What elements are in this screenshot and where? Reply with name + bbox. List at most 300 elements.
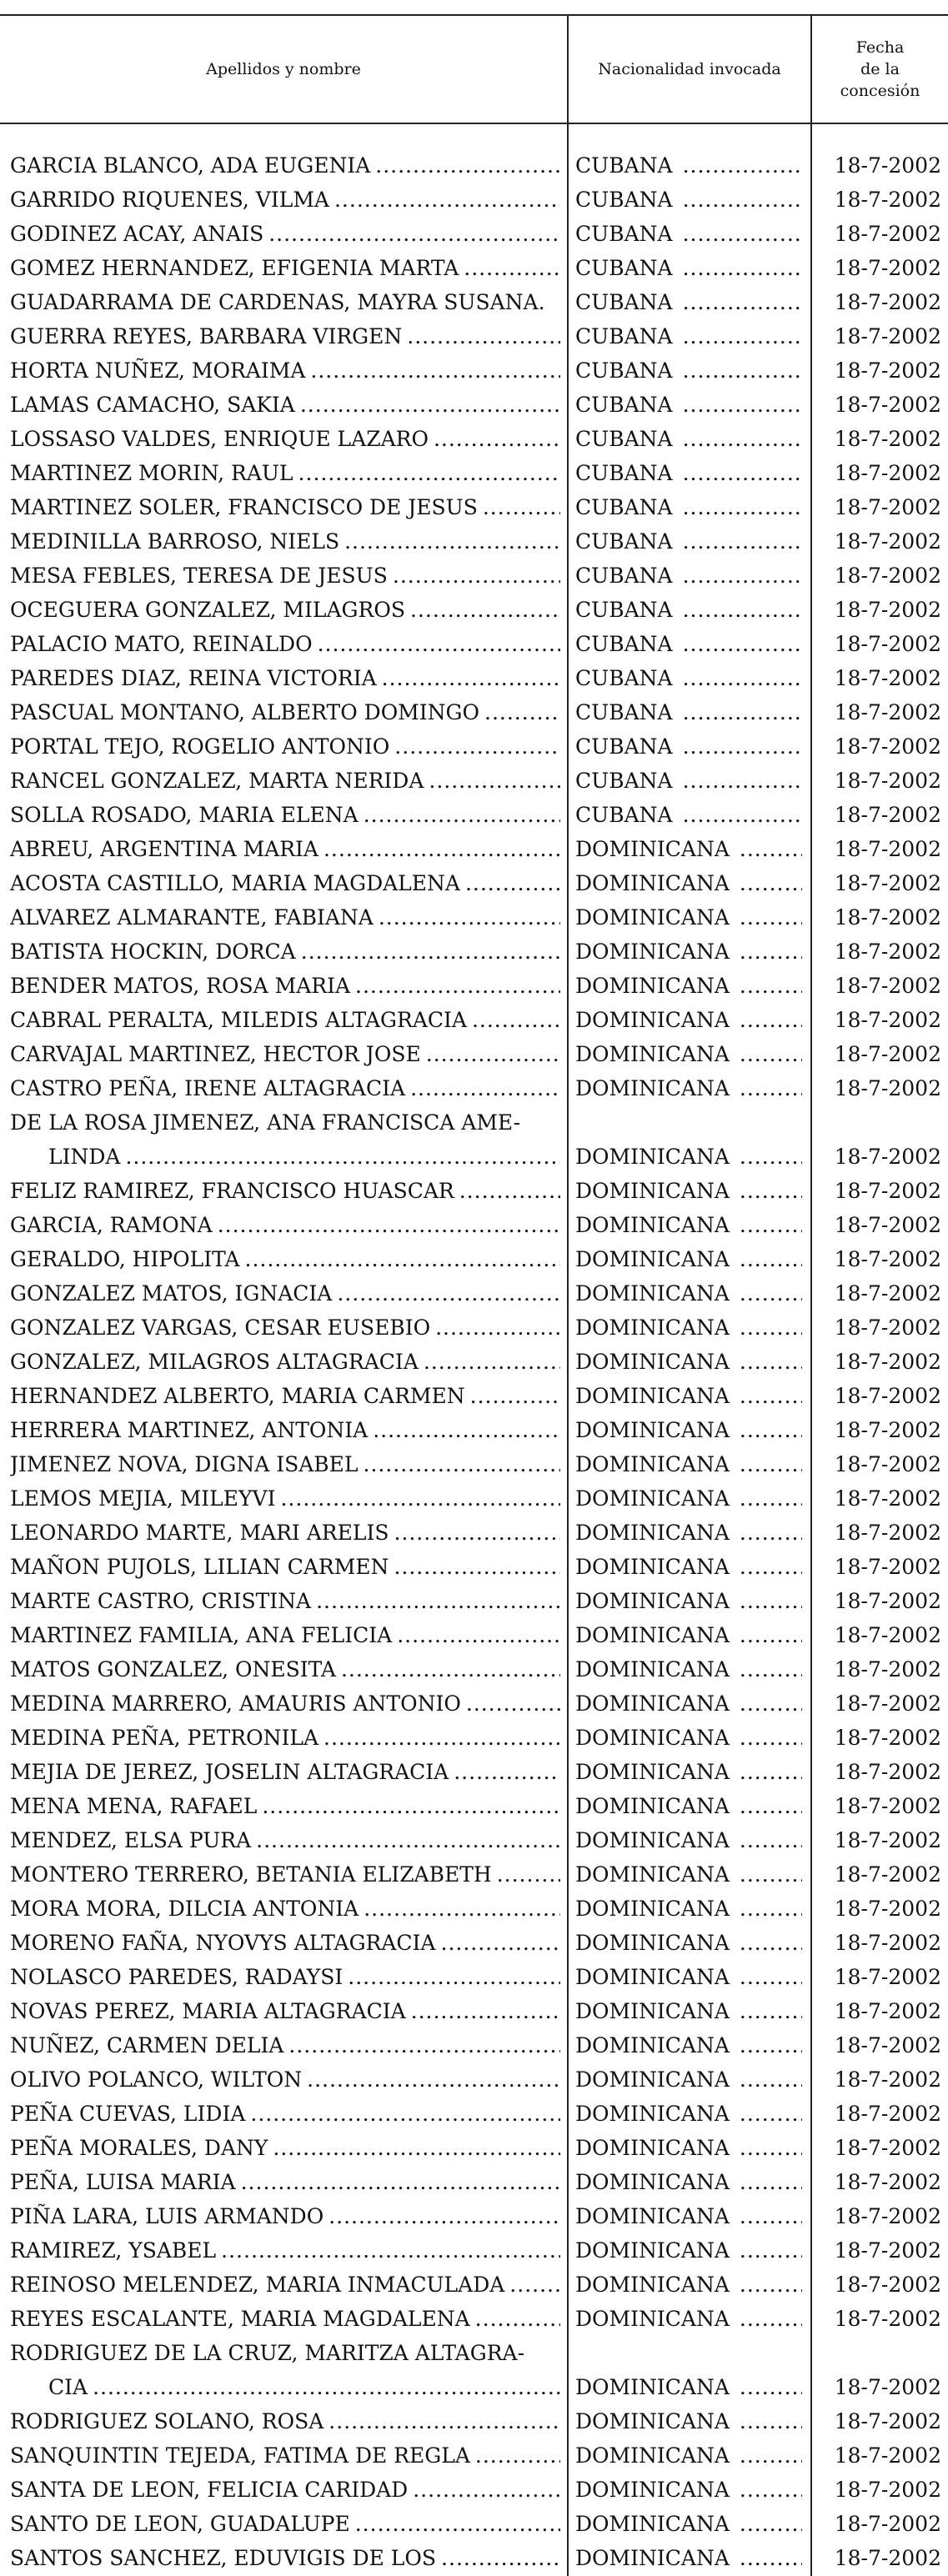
name-text: LOSSASO VALDES, ENRIQUE LAZARO bbox=[10, 427, 429, 451]
nationality-cell bbox=[575, 2370, 802, 2404]
name-cell bbox=[10, 319, 560, 353]
nationality-cell bbox=[575, 1584, 802, 1618]
leader-dots bbox=[379, 900, 560, 935]
table-row bbox=[0, 1892, 948, 1926]
table-row bbox=[0, 2028, 948, 2062]
name-cell: RODRIGUEZ DE LA CRUZ, MARITZA ALTAGRA- bbox=[10, 2341, 525, 2365]
nationality-text: DOMINICANA bbox=[575, 1760, 730, 1784]
nationality-text: CUBANA bbox=[575, 256, 673, 280]
name-text: MEDINILLA BARROSO, NIELS bbox=[10, 529, 340, 554]
date-cell: 18-7-2002 bbox=[834, 2478, 941, 2502]
nationality-cell bbox=[575, 1721, 802, 1755]
leader-dots bbox=[683, 285, 802, 319]
table-row bbox=[0, 217, 948, 251]
name-cell bbox=[10, 1003, 560, 1037]
table-row bbox=[0, 285, 948, 319]
date-cell: 18-7-2002 bbox=[834, 2443, 941, 2468]
leader-dots bbox=[683, 183, 802, 217]
leader-dots bbox=[310, 353, 560, 388]
name-cell bbox=[10, 1037, 560, 1071]
name-text: RANCEL GONZALEZ, MARTA NERIDA bbox=[10, 769, 424, 793]
name-cell bbox=[10, 1311, 560, 1345]
leader-dots bbox=[459, 1174, 560, 1208]
leader-dots bbox=[334, 183, 560, 217]
nationality-text: DOMINICANA bbox=[575, 1726, 730, 1750]
nationality-text: DOMINICANA bbox=[575, 1794, 730, 1818]
nationality-text: DOMINICANA bbox=[575, 837, 730, 861]
nationality-text: DOMINICANA bbox=[575, 871, 730, 895]
date-cell: 18-7-2002 bbox=[834, 1828, 941, 1852]
leader-dots bbox=[683, 490, 802, 524]
nationality-cell bbox=[575, 1037, 802, 1071]
name-cell bbox=[10, 1686, 560, 1721]
name-text: MENA MENA, RAFAEL bbox=[10, 1794, 258, 1818]
nationality-cell bbox=[575, 353, 802, 388]
table-row bbox=[0, 1071, 948, 1105]
leader-dots bbox=[740, 1413, 802, 1447]
name-cell bbox=[10, 490, 560, 524]
name-text: SANTOS SANCHEZ, EDUVIGIS DE LOS bbox=[10, 2546, 437, 2570]
name-text: MESA FEBLES, TERESA DE JESUS bbox=[10, 564, 388, 588]
name-cell bbox=[10, 1242, 560, 1276]
nationality-text: DOMINICANA bbox=[575, 1657, 730, 1681]
table-row bbox=[0, 524, 948, 559]
table-row bbox=[0, 900, 948, 935]
name-text: NOLASCO PAREDES, RADAYSI bbox=[10, 1965, 344, 1989]
table-row bbox=[0, 832, 948, 866]
name-cell bbox=[10, 524, 560, 559]
date-cell: 18-7-2002 bbox=[834, 1213, 941, 1237]
name-cell bbox=[10, 2404, 560, 2438]
name-cell bbox=[10, 2507, 560, 2541]
name-text: MARTINEZ MORIN, RAUL bbox=[10, 461, 293, 485]
date-cell: 18-7-2002 bbox=[834, 1145, 941, 1169]
nationality-cell bbox=[575, 661, 802, 695]
leader-dots bbox=[740, 1618, 802, 1652]
leader-dots bbox=[683, 764, 802, 798]
table-row bbox=[0, 1003, 948, 1037]
date-cell: 18-7-2002 bbox=[834, 1316, 941, 1340]
nationality-text: CUBANA bbox=[575, 290, 673, 314]
nationality-cell bbox=[575, 1994, 802, 2028]
table-row bbox=[0, 1652, 948, 1686]
date-cell: 18-7-2002 bbox=[834, 1760, 941, 1784]
leader-dots bbox=[364, 1892, 560, 1926]
nationality-text: DOMINICANA bbox=[575, 1965, 730, 1989]
leader-dots bbox=[241, 2165, 560, 2199]
table-row bbox=[0, 456, 948, 490]
leader-dots bbox=[683, 798, 802, 832]
nationality-cell bbox=[575, 1857, 802, 1892]
name-text: GODINEZ ACAY, ANAIS bbox=[10, 222, 264, 246]
leader-dots bbox=[683, 319, 802, 353]
nationality-cell bbox=[575, 729, 802, 764]
name-cell bbox=[10, 2302, 560, 2336]
nationality-cell bbox=[575, 2062, 802, 2097]
name-cell bbox=[10, 1550, 560, 1584]
date-cell: 18-7-2002 bbox=[834, 734, 941, 759]
leader-dots bbox=[268, 217, 560, 251]
name-cell bbox=[10, 388, 560, 422]
leader-dots bbox=[475, 2438, 560, 2473]
table-row bbox=[0, 2199, 948, 2233]
nationality-text: DOMINICANA bbox=[575, 1076, 730, 1100]
nationality-cell bbox=[575, 2404, 802, 2438]
leader-dots bbox=[397, 1618, 560, 1652]
name-cell bbox=[10, 285, 560, 319]
leader-dots bbox=[394, 1550, 560, 1584]
date-cell: 18-7-2002 bbox=[834, 2238, 941, 2263]
nationality-text: DOMINICANA bbox=[575, 2102, 730, 2126]
nationality-cell bbox=[575, 1652, 802, 1686]
name-cell bbox=[10, 729, 560, 764]
nationality-cell bbox=[575, 490, 802, 524]
date-cell: 18-7-2002 bbox=[834, 1281, 941, 1306]
leader-dots bbox=[363, 1447, 560, 1481]
leader-dots bbox=[413, 2473, 560, 2507]
table-row bbox=[0, 2336, 948, 2404]
name-text: LEMOS MEJIA, MILEYVI bbox=[10, 1486, 276, 1511]
leader-dots bbox=[382, 661, 560, 695]
nationality-text: CUBANA bbox=[575, 358, 673, 383]
leader-dots bbox=[740, 1721, 802, 1755]
name-text: CABRAL PERALTA, MILEDIS ALTAGRACIA bbox=[10, 1008, 467, 1032]
nationality-text: DOMINICANA bbox=[575, 2238, 730, 2263]
leader-dots bbox=[288, 2028, 560, 2062]
leader-dots bbox=[740, 2097, 802, 2131]
leader-dots bbox=[740, 2541, 802, 2575]
name-cell bbox=[10, 1413, 560, 1447]
leader-dots bbox=[740, 1447, 802, 1481]
table-row bbox=[0, 1618, 948, 1652]
date-cell: 18-7-2002 bbox=[834, 1350, 941, 1374]
leader-dots bbox=[373, 1413, 560, 1447]
nationality-cell bbox=[575, 319, 802, 353]
name-text: MORA MORA, DILCIA ANTONIA bbox=[10, 1897, 359, 1921]
date-cell: 18-7-2002 bbox=[834, 1965, 941, 1989]
date-cell: 18-7-2002 bbox=[834, 2375, 941, 2399]
name-text: PORTAL TEJO, ROGELIO ANTONIO bbox=[10, 734, 390, 759]
leader-dots bbox=[740, 832, 802, 866]
leader-dots bbox=[740, 1208, 802, 1242]
date-cell: 18-7-2002 bbox=[834, 1897, 941, 1921]
leader-dots bbox=[375, 148, 560, 183]
leader-dots bbox=[329, 2404, 560, 2438]
name-text: MARTE CASTRO, CRISTINA bbox=[10, 1589, 312, 1613]
nationality-text: CUBANA bbox=[575, 495, 673, 519]
date-cell: 18-7-2002 bbox=[834, 905, 941, 930]
leader-dots bbox=[341, 1652, 560, 1686]
nationality-cell bbox=[575, 456, 802, 490]
date-cell: 18-7-2002 bbox=[834, 974, 941, 998]
table-row bbox=[0, 1105, 948, 1174]
name-text: OLIVO POLANCO, WILTON bbox=[10, 2067, 303, 2092]
name-text: GONZALEZ MATOS, IGNACIA bbox=[10, 1281, 333, 1306]
leader-dots bbox=[683, 661, 802, 695]
leader-dots bbox=[740, 1994, 802, 2028]
header-date bbox=[812, 15, 948, 123]
name-cell bbox=[10, 1379, 560, 1413]
date-cell: 18-7-2002 bbox=[834, 2170, 941, 2194]
date-cell: 18-7-2002 bbox=[834, 393, 941, 417]
nationality-cell bbox=[575, 593, 802, 627]
date-cell: 18-7-2002 bbox=[834, 1076, 941, 1100]
nationality-text: CUBANA bbox=[575, 222, 673, 246]
date-cell: 18-7-2002 bbox=[834, 803, 941, 827]
leader-dots bbox=[424, 1345, 560, 1379]
name-text: LAMAS CAMACHO, SAKIA bbox=[10, 393, 295, 417]
leader-dots bbox=[740, 2302, 802, 2336]
table-row bbox=[0, 1789, 948, 1823]
nationality-cell bbox=[575, 1686, 802, 1721]
table-row bbox=[0, 1481, 948, 1516]
nationality-text: DOMINICANA bbox=[575, 1247, 730, 1271]
name-text: GUADARRAMA DE CARDENAS, MAYRA SUSANA. bbox=[10, 290, 545, 314]
table-row bbox=[0, 183, 948, 217]
header-date-text: Fecha de la concesión bbox=[840, 38, 920, 100]
name-text: MARTINEZ FAMILIA, ANA FELICIA bbox=[10, 1623, 393, 1647]
nationality-text: CUBANA bbox=[575, 598, 673, 622]
name-text: GONZALEZ, MILAGROS ALTAGRACIA bbox=[10, 1350, 419, 1374]
leader-dots bbox=[740, 2404, 802, 2438]
table-row bbox=[0, 1379, 948, 1413]
leader-dots bbox=[740, 1071, 802, 1105]
nationality-cell bbox=[575, 764, 802, 798]
date-cell: 18-7-2002 bbox=[834, 1521, 941, 1545]
leader-dots bbox=[683, 627, 802, 661]
nationality-cell bbox=[575, 969, 802, 1003]
nationality-text: DOMINICANA bbox=[575, 940, 730, 964]
name-text: GUERRA REYES, BARBARA VIRGEN bbox=[10, 324, 403, 348]
leader-dots bbox=[740, 1584, 802, 1618]
name-text: GARCIA BLANCO, ADA EUGENIA bbox=[10, 153, 371, 178]
name-text: REYES ESCALANTE, MARIA MAGDALENA bbox=[10, 2307, 470, 2331]
name-cell bbox=[10, 1721, 560, 1755]
leader-dots bbox=[683, 388, 802, 422]
name-cell bbox=[10, 593, 560, 627]
nationality-text: DOMINICANA bbox=[575, 2375, 730, 2399]
leader-dots bbox=[301, 935, 560, 969]
leader-dots bbox=[435, 1311, 560, 1345]
nationality-text: DOMINICANA bbox=[575, 1691, 730, 1716]
nationality-cell bbox=[575, 2233, 802, 2268]
leader-dots bbox=[740, 1789, 802, 1823]
name-cell bbox=[10, 1892, 560, 1926]
table-row bbox=[0, 1857, 948, 1892]
table-row bbox=[0, 1926, 948, 1960]
date-cell: 18-7-2002 bbox=[834, 495, 941, 519]
nationality-text: CUBANA bbox=[575, 153, 673, 178]
name-cell bbox=[10, 2097, 560, 2131]
name-cell-continuation bbox=[48, 1140, 560, 1174]
leader-dots bbox=[740, 2131, 802, 2165]
name-cell bbox=[10, 1276, 560, 1311]
date-cell: 18-7-2002 bbox=[834, 871, 941, 895]
leader-dots bbox=[740, 1345, 802, 1379]
date-cell: 18-7-2002 bbox=[834, 1589, 941, 1613]
leader-dots bbox=[256, 1823, 560, 1857]
leader-dots bbox=[683, 695, 802, 729]
leader-dots bbox=[740, 2370, 802, 2404]
leader-dots bbox=[470, 1379, 560, 1413]
leader-dots bbox=[683, 251, 802, 285]
name-text: MATOS GONZALEZ, ONESITA bbox=[10, 1657, 336, 1681]
name-text: SANQUINTIN TEJEDA, FATIMA DE REGLA bbox=[10, 2443, 470, 2468]
leader-dots bbox=[318, 627, 560, 661]
table-row bbox=[0, 2165, 948, 2199]
nationality-cell bbox=[575, 866, 802, 900]
nationality-text: DOMINICANA bbox=[575, 2307, 730, 2331]
name-cell bbox=[10, 148, 560, 183]
leader-dots bbox=[683, 353, 802, 388]
table-row bbox=[0, 935, 948, 969]
name-cell bbox=[10, 217, 560, 251]
table-row bbox=[0, 1584, 948, 1618]
table-row bbox=[0, 2404, 948, 2438]
leader-dots bbox=[740, 1037, 802, 1071]
nationality-text: CUBANA bbox=[575, 666, 673, 690]
name-text: CIA bbox=[48, 2375, 88, 2399]
header-bottom-rule bbox=[0, 123, 948, 124]
date-cell: 18-7-2002 bbox=[834, 1555, 941, 1579]
name-text: RAMIREZ, YSABEL bbox=[10, 2238, 217, 2263]
date-cell: 18-7-2002 bbox=[834, 1931, 941, 1955]
leader-dots bbox=[740, 1174, 802, 1208]
leader-dots bbox=[740, 1755, 802, 1789]
nationality-cell bbox=[575, 2028, 802, 2062]
table-row bbox=[0, 1276, 948, 1311]
date-cell: 18-7-2002 bbox=[834, 1657, 941, 1681]
leader-dots bbox=[740, 2438, 802, 2473]
leader-dots bbox=[683, 456, 802, 490]
nationality-text: DOMINICANA bbox=[575, 1418, 730, 1442]
table-row bbox=[0, 1516, 948, 1550]
name-text: MENDEZ, ELSA PURA bbox=[10, 1828, 252, 1852]
date-cell: 18-7-2002 bbox=[834, 598, 941, 622]
nationality-cell bbox=[575, 900, 802, 935]
leader-dots bbox=[740, 2199, 802, 2233]
name-text: ACOSTA CASTILLO, MARIA MAGDALENA bbox=[10, 871, 460, 895]
nationality-text: CUBANA bbox=[575, 564, 673, 588]
name-text: MARTINEZ SOLER, FRANCISCO DE JESUS bbox=[10, 495, 478, 519]
date-cell: 18-7-2002 bbox=[834, 2136, 941, 2160]
leader-dots bbox=[740, 1686, 802, 1721]
date-cell: 18-7-2002 bbox=[834, 188, 941, 212]
leader-dots bbox=[364, 798, 560, 832]
date-cell: 18-7-2002 bbox=[834, 1726, 941, 1750]
name-cell bbox=[10, 2131, 560, 2165]
name-cell bbox=[10, 2028, 560, 2062]
date-cell: 18-7-2002 bbox=[834, 1418, 941, 1442]
table-row bbox=[0, 1755, 948, 1789]
name-text: BATISTA HOCKIN, DORCA bbox=[10, 940, 296, 964]
leader-dots bbox=[740, 2507, 802, 2541]
nationality-cell bbox=[575, 1242, 802, 1276]
nationality-text: CUBANA bbox=[575, 803, 673, 827]
name-cell bbox=[10, 2062, 560, 2097]
leader-dots bbox=[298, 456, 560, 490]
name-text: SANTO DE LEON, GUADALUPE bbox=[10, 2512, 350, 2536]
leader-dots bbox=[410, 593, 560, 627]
name-text: GONZALEZ VARGAS, CESAR EUSEBIO bbox=[10, 1316, 431, 1340]
name-text: JIMENEZ NOVA, DIGNA ISABEL bbox=[10, 1452, 359, 1476]
nationality-text: DOMINICANA bbox=[575, 974, 730, 998]
nationality-cell bbox=[575, 2438, 802, 2473]
leader-dots bbox=[125, 1140, 560, 1174]
name-cell bbox=[10, 1994, 560, 2028]
name-text: CASTRO PEÑA, IRENE ALTAGRACIA bbox=[10, 1076, 406, 1100]
nationality-cell bbox=[575, 1379, 802, 1413]
table-row bbox=[0, 251, 948, 285]
leader-dots bbox=[218, 1208, 560, 1242]
date-cell: 18-7-2002 bbox=[834, 700, 941, 724]
nationality-text: DOMINICANA bbox=[575, 2136, 730, 2160]
name-cell bbox=[10, 1789, 560, 1823]
leader-dots bbox=[348, 1960, 560, 1994]
name-cell bbox=[10, 1857, 560, 1892]
nationality-cell bbox=[575, 627, 802, 661]
name-text: PEÑA MORALES, DANY bbox=[10, 2136, 268, 2160]
name-cell bbox=[10, 1926, 560, 1960]
nationality-cell bbox=[575, 2165, 802, 2199]
leader-dots bbox=[484, 695, 560, 729]
leader-dots bbox=[324, 1721, 560, 1755]
table-row bbox=[0, 2507, 948, 2541]
date-cell: 18-7-2002 bbox=[834, 153, 941, 178]
leader-dots bbox=[262, 1789, 560, 1823]
name-cell bbox=[10, 1447, 560, 1481]
name-cell bbox=[10, 1174, 560, 1208]
table-row bbox=[0, 627, 948, 661]
leader-dots bbox=[344, 524, 560, 559]
name-cell bbox=[10, 353, 560, 388]
table-row bbox=[0, 2233, 948, 2268]
nationality-text: DOMINICANA bbox=[575, 2478, 730, 2502]
date-cell: 18-7-2002 bbox=[834, 1452, 941, 1476]
table-row bbox=[0, 764, 948, 798]
nationality-cell bbox=[575, 285, 802, 319]
table-row bbox=[0, 593, 948, 627]
name-cell bbox=[10, 1071, 560, 1105]
nationality-cell bbox=[575, 1447, 802, 1481]
nationality-cell bbox=[575, 1960, 802, 1994]
date-cell: 18-7-2002 bbox=[834, 2033, 941, 2057]
leader-dots bbox=[509, 2268, 560, 2302]
name-text: PIÑA LARA, LUIS ARMANDO bbox=[10, 2204, 324, 2228]
date-cell: 18-7-2002 bbox=[834, 256, 941, 280]
table-row bbox=[0, 2062, 948, 2097]
name-cell bbox=[10, 1481, 560, 1516]
table-row bbox=[0, 1447, 948, 1481]
date-cell: 18-7-2002 bbox=[834, 2546, 941, 2570]
nationality-text: DOMINICANA bbox=[575, 1281, 730, 1306]
table-row bbox=[0, 353, 948, 388]
name-text: PEÑA CUEVAS, LIDIA bbox=[10, 2102, 246, 2126]
date-cell: 18-7-2002 bbox=[834, 837, 941, 861]
name-text: HORTA NUÑEZ, MORAIMA bbox=[10, 358, 306, 383]
leader-dots bbox=[683, 593, 802, 627]
table-row bbox=[0, 2097, 948, 2131]
leader-dots bbox=[410, 1071, 560, 1105]
nationality-cell bbox=[575, 1823, 802, 1857]
name-cell bbox=[10, 2233, 560, 2268]
nationality-cell bbox=[575, 1618, 802, 1652]
nationality-text: DOMINICANA bbox=[575, 1521, 730, 1545]
nationality-text: DOMINICANA bbox=[575, 2512, 730, 2536]
date-cell: 18-7-2002 bbox=[834, 427, 941, 451]
nationality-cell bbox=[575, 798, 802, 832]
name-text: ALVAREZ ALMARANTE, FABIANA bbox=[10, 905, 374, 930]
